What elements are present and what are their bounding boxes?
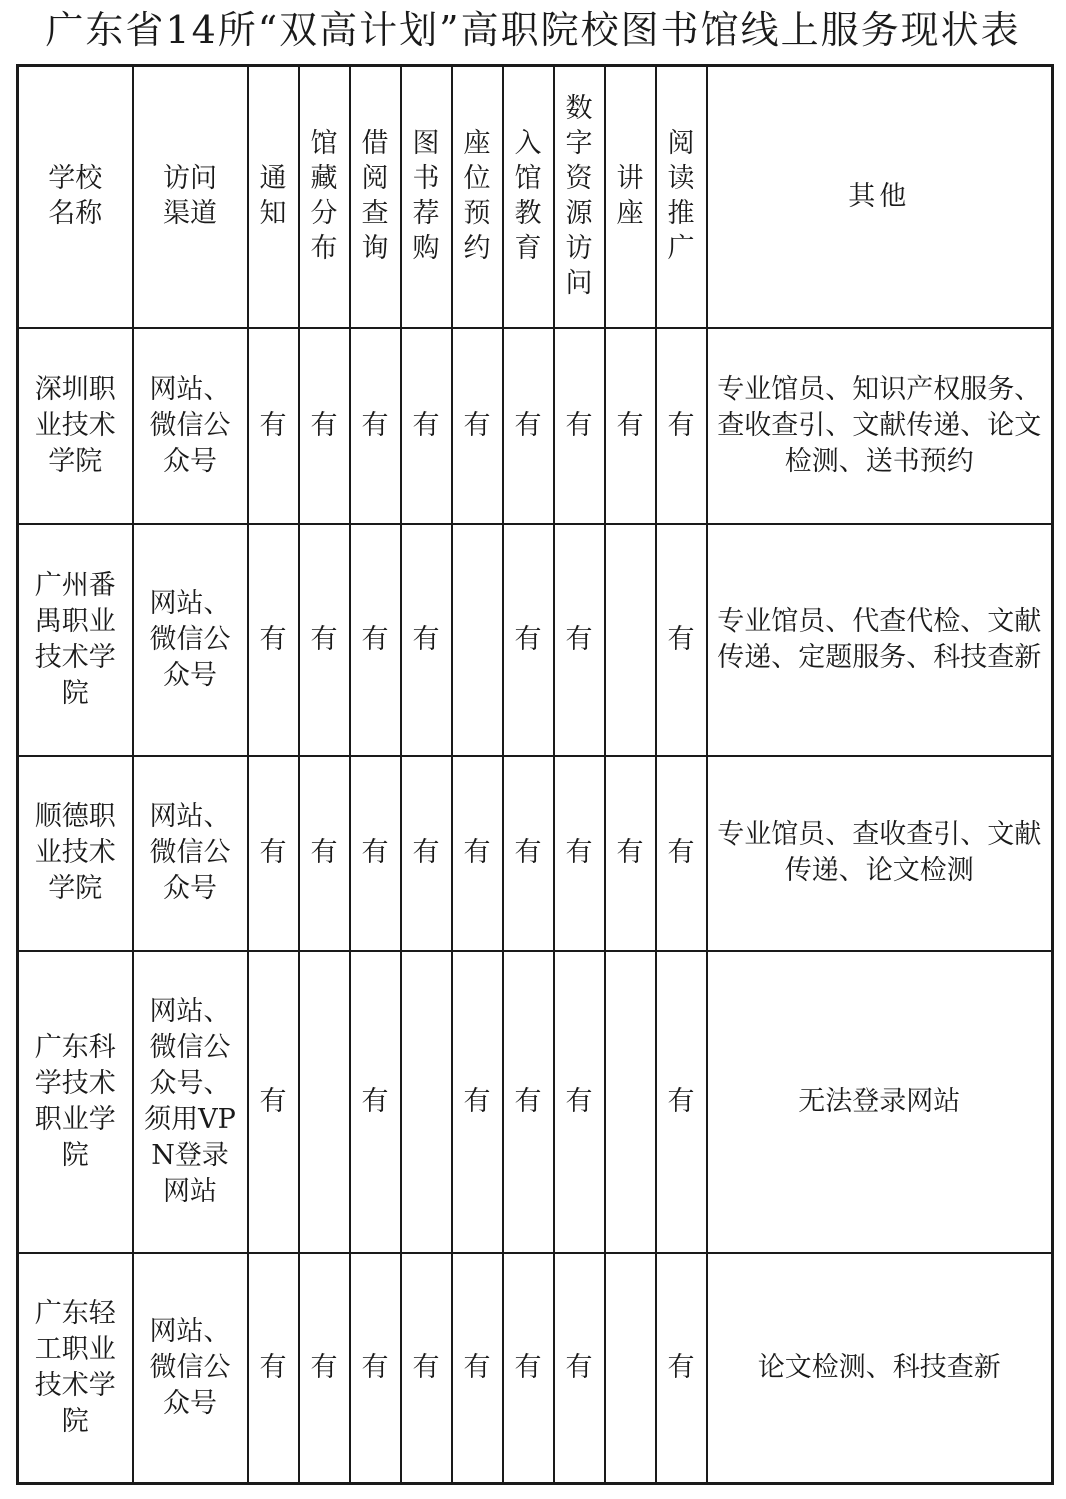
header-digital: 数字资源访问: [554, 66, 605, 328]
orientation-cell: 有: [503, 1253, 554, 1484]
lecture-cell: 有: [605, 756, 656, 951]
reading-cell: 有: [656, 951, 707, 1253]
collection-cell: 有: [299, 328, 350, 524]
header-recommend: 图书荐购: [401, 66, 452, 328]
channel-cell: 网站、微信公众号、须用VPN登录网站: [133, 951, 248, 1253]
channel-cell: 网站、微信公众号: [133, 328, 248, 524]
orientation-cell: 有: [503, 756, 554, 951]
orientation-cell: 有: [503, 951, 554, 1253]
recommend-cell: 有: [401, 328, 452, 524]
table-row: [18, 951, 1053, 1253]
other-cell: 无法登录网站: [707, 951, 1053, 1253]
borrow-cell: 有: [350, 756, 401, 951]
orientation-cell: 有: [503, 524, 554, 756]
channel-cell: 网站、微信公众号: [133, 756, 248, 951]
orientation-cell: 有: [503, 328, 554, 524]
notice-cell: 有: [248, 756, 299, 951]
header-notice: 通知: [248, 66, 299, 328]
digital-cell: 有: [554, 756, 605, 951]
borrow-cell: 有: [350, 524, 401, 756]
notice-cell: 有: [248, 951, 299, 1253]
reading-cell: 有: [656, 756, 707, 951]
table-title: 广东省14所“双高计划”高职院校图书馆线上服务现状表: [45, 8, 1021, 52]
other-cell: 专业馆员、知识产权服务、查收查引、文献传递、论文检测、送书预约: [707, 328, 1053, 524]
header-seat: 座位预约: [452, 66, 503, 328]
school-name-cell: 深圳职业技术学院: [18, 328, 133, 524]
recommend-cell: 有: [401, 1253, 452, 1484]
digital-cell: 有: [554, 524, 605, 756]
notice-cell: 有: [248, 328, 299, 524]
reading-cell: 有: [656, 328, 707, 524]
table-row: [18, 1253, 1053, 1484]
school-name-cell: 广东科学技术职业学院: [18, 951, 133, 1253]
lecture-cell: [605, 951, 656, 1253]
seat-cell: 有: [452, 756, 503, 951]
digital-cell: 有: [554, 951, 605, 1253]
collection-cell: [299, 951, 350, 1253]
header-collection: 馆藏分布: [299, 66, 350, 328]
recommend-cell: [401, 951, 452, 1253]
seat-cell: 有: [452, 1253, 503, 1484]
channel-cell: 网站、微信公众号: [133, 1253, 248, 1484]
header-channel: 访问渠道: [133, 66, 248, 328]
header-reading: 阅读推广: [656, 66, 707, 328]
table-row: [18, 756, 1053, 951]
digital-cell: 有: [554, 328, 605, 524]
table-row: [18, 328, 1053, 524]
collection-cell: 有: [299, 1253, 350, 1484]
borrow-cell: 有: [350, 1253, 401, 1484]
borrow-cell: 有: [350, 328, 401, 524]
school-name-cell: 顺德职业技术学院: [18, 756, 133, 951]
school-name-cell: 广州番禺职业技术学院: [18, 524, 133, 756]
header-row: [18, 66, 1053, 328]
table-row: [18, 524, 1053, 756]
service-status-table: [16, 64, 1054, 1485]
reading-cell: 有: [656, 1253, 707, 1484]
header-lecture: 讲座: [605, 66, 656, 328]
header-borrow: 借阅查询: [350, 66, 401, 328]
reading-cell: 有: [656, 524, 707, 756]
recommend-cell: 有: [401, 524, 452, 756]
collection-cell: 有: [299, 524, 350, 756]
seat-cell: [452, 524, 503, 756]
header-school: 学校名称: [18, 66, 133, 328]
digital-cell: 有: [554, 1253, 605, 1484]
recommend-cell: 有: [401, 756, 452, 951]
other-cell: 专业馆员、代查代检、文献传递、定题服务、科技查新: [707, 524, 1053, 756]
header-orientation: 入馆教育: [503, 66, 554, 328]
lecture-cell: 有: [605, 328, 656, 524]
channel-cell: 网站、微信公众号: [133, 524, 248, 756]
lecture-cell: [605, 1253, 656, 1484]
school-name-cell: 广东轻工职业技术学院: [18, 1253, 133, 1484]
borrow-cell: 有: [350, 951, 401, 1253]
header-other: 其他: [707, 66, 1053, 328]
lecture-cell: [605, 524, 656, 756]
seat-cell: 有: [452, 328, 503, 524]
other-cell: 论文检测、科技查新: [707, 1253, 1053, 1484]
notice-cell: 有: [248, 524, 299, 756]
collection-cell: 有: [299, 756, 350, 951]
seat-cell: 有: [452, 951, 503, 1253]
other-cell: 专业馆员、查收查引、文献传递、论文检测: [707, 756, 1053, 951]
notice-cell: 有: [248, 1253, 299, 1484]
